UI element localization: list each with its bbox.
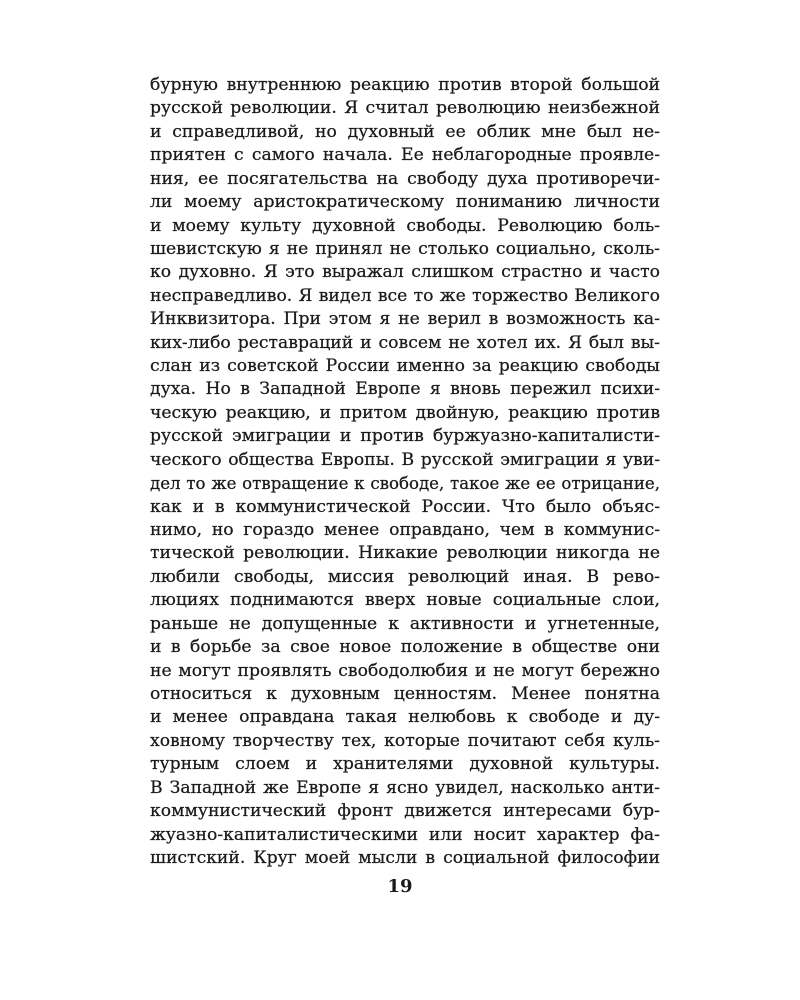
- text-line: и менее оправдана такая нелюбовь к свободе и ду-: [150, 707, 660, 728]
- text-line: и справедливой, но духовный ее облик мне был не-: [150, 121, 660, 142]
- text-line: русской эмиграции и против буржуазно-капиталисти-: [150, 426, 660, 447]
- text-line: шистский. Круг моей мысли в социальной философии: [150, 847, 660, 868]
- text-line: Инквизитора. При этом я не верил в возможность ка-: [150, 309, 660, 330]
- text-line: коммунистический фронт движется интересами бур-: [150, 801, 660, 822]
- text-line: несправедливо. Я видел все то же торжество Великого: [150, 285, 660, 306]
- text-line: В Западной же Европе я ясно увидел, насколько анти-: [150, 777, 660, 798]
- text-line: русской революции. Я считал революцию неизбежной: [150, 98, 660, 119]
- text-line: ческого общества Европы. В русской эмиграции я уви-: [150, 449, 660, 470]
- text-line: ких-либо реставраций и совсем не хотел их. Я был вы-: [150, 332, 660, 353]
- text-line: ко духовно. Я это выражал слишком страстно и часто: [150, 262, 660, 283]
- body-text: [150, 74, 660, 870]
- text-line: ли моему аристократическому пониманию личности: [150, 192, 660, 213]
- text-line: турным слоем и хранителями духовной культуры.: [150, 754, 660, 775]
- text-line: и в борьбе за свое новое положение в обществе они: [150, 637, 660, 658]
- text-line: приятен с самого начала. Ее неблагородные проявле-: [150, 145, 660, 166]
- text-line: ческую реакцию, и притом двойную, реакцию против: [150, 402, 660, 423]
- text-line: тической революции. Никакие революции никогда не: [150, 543, 660, 564]
- text-line: ния, ее посягательства на свободу духа противоречи-: [150, 168, 660, 189]
- text-line: бурную внутреннюю реакцию против второй большой: [150, 75, 660, 95]
- text-line: люциях поднимаются вверх новые социальные слои,: [150, 590, 660, 611]
- text-line: любили свободы, миссия революций иная. В рево-: [150, 566, 660, 587]
- text-line: слан из советской России именно за реакцию свободы: [150, 356, 660, 377]
- text-line: не могут проявлять свободолюбия и не могут бережно: [150, 660, 660, 681]
- text-line: как и в коммунистической России. Что было объяс-: [150, 496, 660, 517]
- text-line: раньше не допущенные к активности и угнетенные,: [150, 613, 660, 634]
- text-line: относиться к духовным ценностям. Менее понятна: [150, 683, 660, 704]
- text-line: шевистскую я не принял не столько социально, сколь-: [150, 238, 660, 259]
- text-line: и моему культу духовной свободы. Революцию боль-: [150, 215, 660, 236]
- text-line: ховному творчеству тех, которые почитают себя куль-: [150, 730, 660, 751]
- text-line: дел то же отвращение к свободе, такое же ее отрицание,: [150, 474, 660, 494]
- page-number: 19: [387, 876, 413, 897]
- text-line: духа. Но в Западной Европе я вновь пережил психи-: [150, 379, 660, 400]
- text-line: жуазно-капиталистическими или носит характер фа-: [150, 824, 660, 845]
- text-line: нимо, но гораздо менее оправдано, чем в коммунис-: [150, 520, 660, 541]
